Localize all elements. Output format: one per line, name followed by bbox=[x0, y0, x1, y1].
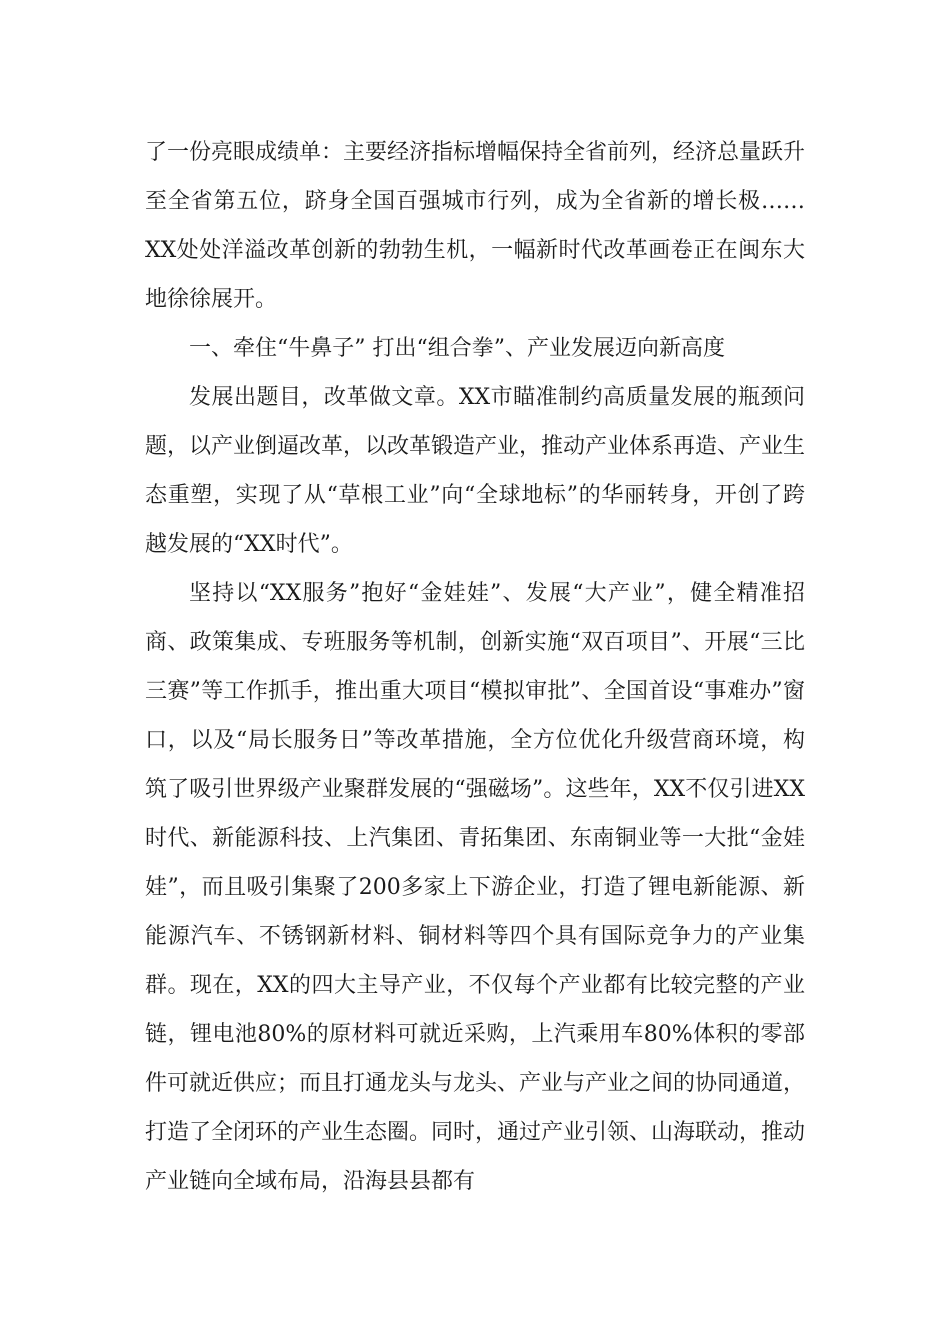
paragraph-continuation: 了一份亮眼成绩单：主要经济指标增幅保持全省前列，经济总量跃升至全省第五位，跻身全国百强城市行列，成为全省新的增长极……XX处处洋溢改革创新的勃勃生机，一幅新时代改革画卷正在闽东大地徐徐展开。 bbox=[145, 140, 806, 312]
section-heading: 一、牵住“牛鼻子” 打出“组合拳”、产业发展迈向新高度 bbox=[189, 336, 725, 361]
paragraph-intro: 发展出题目，改革做文章。XX市瞄准制约高质量发展的瓶颈问题，以产业倒逼改革，以改革锻造产业，推动产业体系再造、产业生态重塑，实现了从“草根工业”向“全球地标”的华丽转身，开创了跨越发展的“XX时代”。 bbox=[145, 385, 806, 557]
paragraph-detail: 坚持以“XX服务”抱好“金娃娃”、发展“大产业”，健全精准招商、政策集成、专班服务等机制，创新实施“双百项目”、开展“三比三赛”等工作抓手，推出重大项目“模拟审批”、全国首设“事难办”窗口，以及“局长服务日”等改革措施，全方位优化升级营商环境，构筑了吸引世界级产业聚群发展的“强磁场”。这些年，XX不仅引进XX时代、新能源科技、上汽集团、青拓集团、东南铜业等一大批“金娃娃”，而且吸引集聚了200多家上下游企业，打造了锂电新能源、新能源汽车、不锈钢新材料、铜材料等四个具有国际竞争力的产业集群。现在，XX的四大主导产业，不仅每个产业都有比较完整的产业链，锂电池80%的原材料可就近采购，上汽乘用车80%体积的零部件可就近供应；而且打通龙头与龙头、产业与产业之间的协同通道，打造了全闭环的产业生态圈。同时，通过产业引领、山海联动，推动产业链向全域布局，沿海县县都有 bbox=[145, 581, 806, 1194]
document-body bbox=[145, 128, 805, 1206]
